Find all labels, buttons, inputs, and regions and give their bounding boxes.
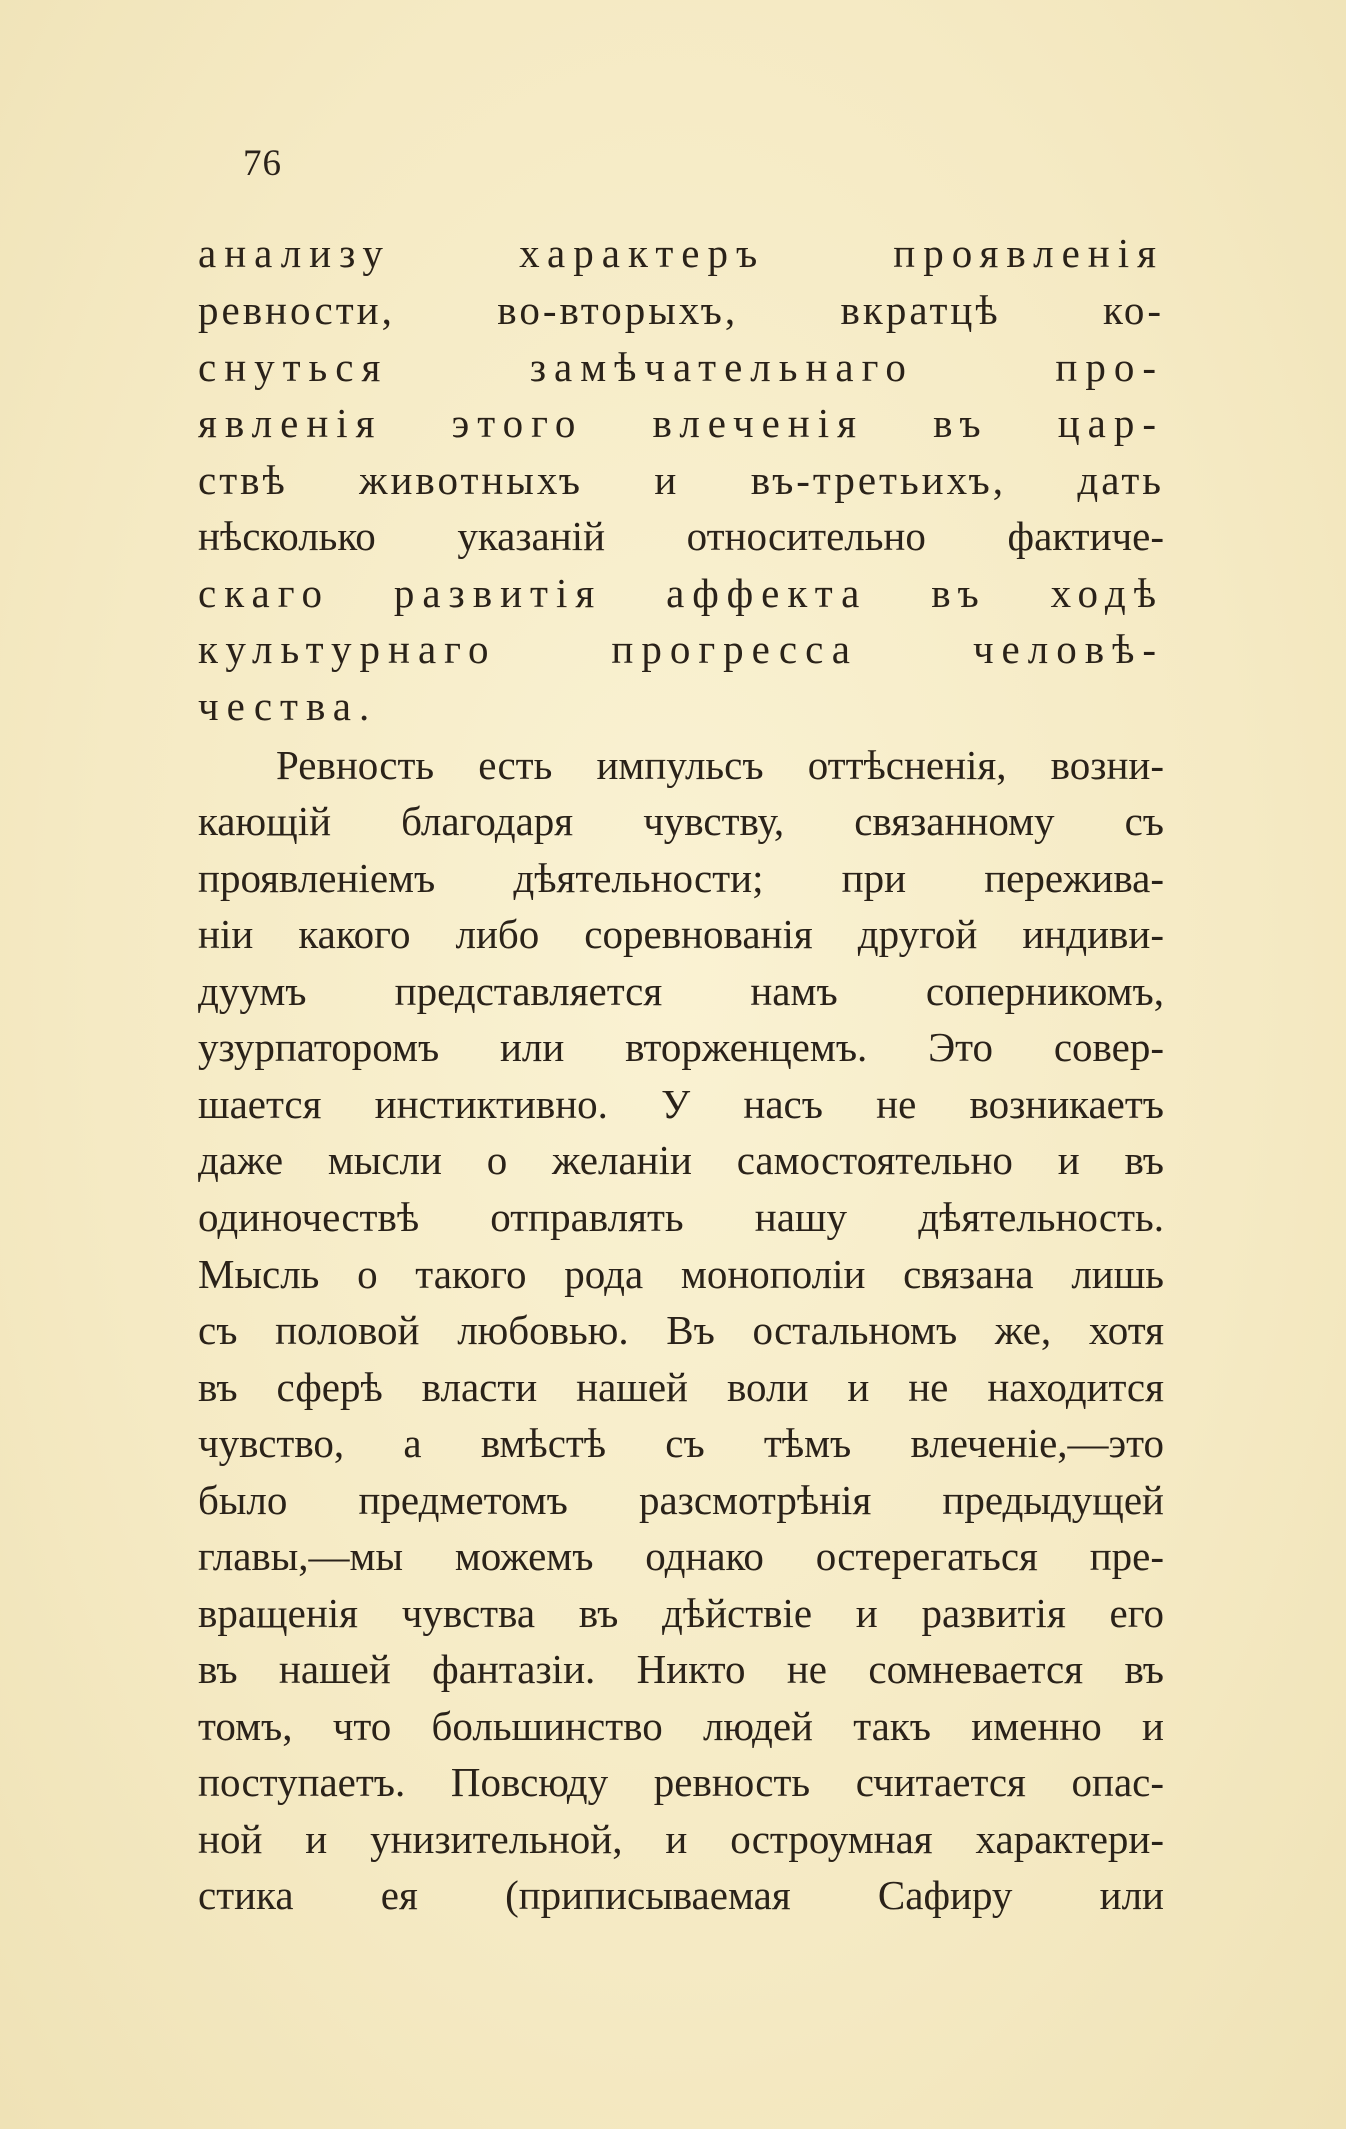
text-line: снуться замѣчательнаго про- [198, 344, 1164, 390]
text-line: въ сферѣ власти нашей воли и не находится [198, 1364, 1164, 1410]
text-line: ревности, во-вторыхъ, вкратцѣ ко- [198, 287, 1164, 333]
page-number: 76 [243, 143, 282, 184]
text-line: скаго развитія аффекта въ ходѣ [198, 570, 1164, 616]
text-line: проявленіемъ дѣятельности; при пережива- [198, 855, 1164, 901]
text-line: анализу характеръ проявленія [198, 230, 1164, 276]
text-line: томъ, что большинство людей такъ именно и [198, 1703, 1164, 1749]
text-line: въ нашей фантазіи. Никто не сомневается въ [198, 1646, 1164, 1692]
text-line: стика ея (приписываемая Сафиру или [198, 1872, 1164, 1918]
text-line: ствѣ животныхъ и въ-третьихъ, дать [198, 457, 1164, 503]
text-line: узурпаторомъ или вторженцемъ. Это совер- [198, 1024, 1164, 1070]
text-line: явленія этого влеченія въ цар- [198, 400, 1164, 446]
text-line: шается инстиктивно. У насъ не возникаетъ [198, 1081, 1164, 1127]
text-line: чувство, а вмѣстѣ съ тѣмъ влеченіе,—это [198, 1420, 1164, 1466]
text-line: чества. [198, 683, 378, 729]
text-line: культурнаго прогресса человѣ- [198, 626, 1164, 672]
text-line: было предметомъ разсмотрѣнія предыдущей [198, 1477, 1164, 1523]
text-line: одиночествѣ отправлять нашу дѣятельность. [198, 1194, 1164, 1240]
text-line: вращенія чувства въ дѣйствіе и развитія его [198, 1590, 1164, 1636]
text-line: поступаетъ. Повсюду ревность считается опас- [198, 1759, 1164, 1805]
text-line: ной и унизительной, и остроумная характери- [198, 1816, 1164, 1862]
text-line: главы,—мы можемъ однако остерегаться пре- [198, 1533, 1164, 1579]
text-line: съ половой любовью. Въ остальномъ же, хотя [198, 1307, 1164, 1353]
text-line: Мысль о такого рода монополіи связана лишь [198, 1251, 1164, 1297]
text-line: ніи какого либо соревнованія другой индиви- [198, 911, 1164, 957]
text-line: дуумъ представляется намъ соперникомъ, [198, 968, 1164, 1014]
text-line: нѣсколько указаній относительно фактиче- [198, 513, 1164, 559]
text-line: кающій благодаря чувству, связанному съ [198, 798, 1164, 844]
text-line: Ревность есть импульсъ оттѣсненія, возни- [276, 742, 1164, 788]
text-line: даже мысли о желаніи самостоятельно и въ [198, 1137, 1164, 1183]
